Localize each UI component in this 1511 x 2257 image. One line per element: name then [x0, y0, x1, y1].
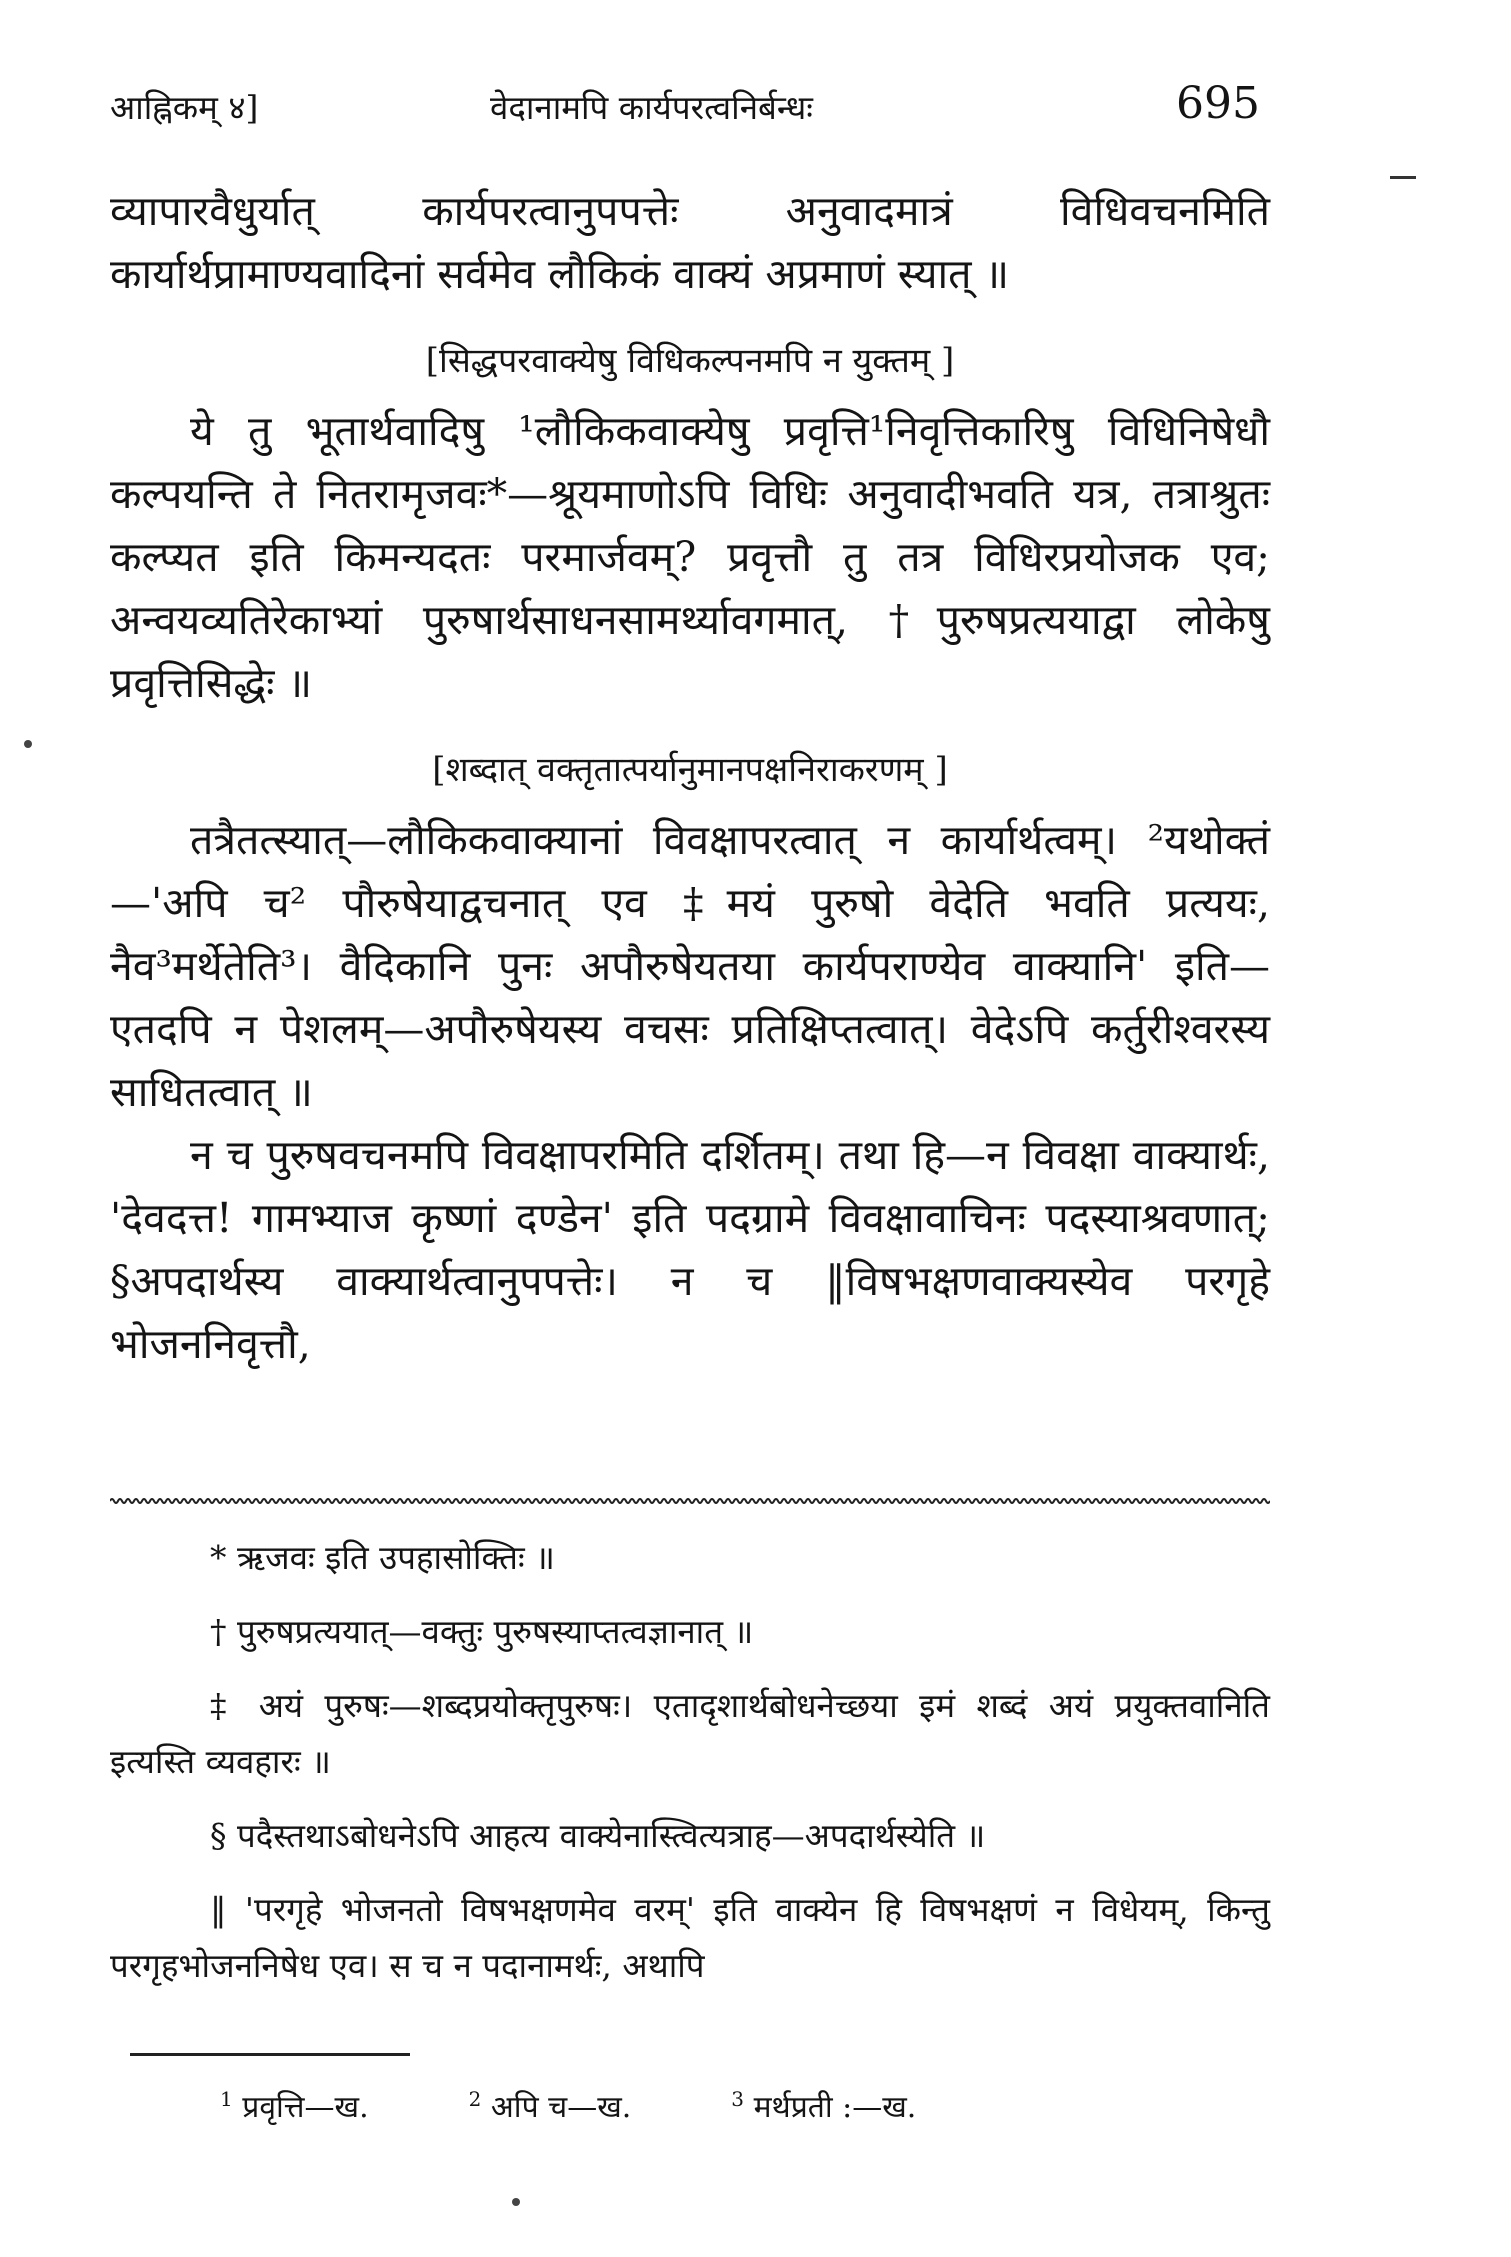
- section-1-paragraph: ये तु भूतार्थवादिषु ¹लौकिकवाक्येषु प्रवृत्ति¹निवृत्तिकारिषु विधिनिषेधौ कल्पयन्ति ते नितरामृजवः*—श्रूयमाणोऽपि विधिः अनुवादीभवति यत्र, तत्राश्रुतः कल्प्यत इति किमन्यदतः परमार्जवम्? प्रवृत्तौ तु तत्र विधिरप्रयोजक एव; अन्वयव्यतिरेकाभ्यां पुरुषार्थसाधनसामर्थ्यावगमात्, †पुरुषप्रत्ययाद्वा लोकेषु प्रवृत्तिसिद्धेः ॥: [110, 407, 1270, 707]
- running-title: वेदानामपि कार्यपरत्वनिर्बन्धः: [490, 88, 813, 127]
- edge-mark: [1390, 176, 1416, 179]
- paragraph-continued: व्यापारवैधुर्यात् कार्यपरत्वानुपपत्तेः अनुवादमात्रं विधिवचनमिति कार्यार्थप्रामाण्यवादिनां सर्वमेव लौकिकं वाक्यं अप्रमाणं स्यात् ॥: [110, 187, 1270, 298]
- main-text: [110, 180, 1270, 1376]
- section-heading-1: [सिद्धपरवाक्येषु विधिकल्पनमपि न युक्तम् ]: [425, 341, 955, 381]
- variant-reading-3: [731, 2085, 916, 2126]
- margin-speck: [24, 740, 32, 748]
- footnote-1: * ऋजवः इति उपहासोक्तिः ॥: [210, 1538, 555, 1577]
- variant-number: 1: [220, 2087, 233, 2111]
- variant-number: 2: [468, 2087, 482, 2111]
- variant-text: मर्थप्रती :—ख.: [753, 2090, 917, 2125]
- footnotes: [110, 1530, 1270, 2012]
- footnote-5: ‖ 'परगृहे भोजनतो विषभक्षणमेव वरम्' इति वाक्येन हि विषभक्षणं न विधेयम्, किन्तु परगृहभोजननिषेध एव। स च न पदानामर्थः, अथापि: [110, 1890, 1270, 1985]
- footnote-4: § पदैस्तथाऽबोधनेऽपि आहत्य वाक्येनास्त्वित्यत्राह—अपदार्थस्येति ॥: [210, 1816, 986, 1855]
- variant-separator: [130, 2053, 410, 2056]
- bottom-speck: [512, 2198, 520, 2206]
- variant-reading-2: [469, 2085, 632, 2126]
- chapter-label: आह्निकम् ४]: [110, 88, 259, 127]
- page-number: 695: [1176, 78, 1260, 129]
- variant-text: प्रवृत्ति—ख.: [242, 2090, 369, 2125]
- running-header: [110, 78, 1260, 138]
- section-2-paragraph-1: तत्रैतत्स्यात्—लौकिकवाक्यानां विवक्षापरत्वात् न कार्यार्थत्वम्। ²यथोक्तं—'अपि च² पौरुषेयाद्वचनात् एव ‡मयं पुरुषो वेदेति भवति प्रत्ययः, नैव³मर्थेतेति³। वैदिकानि पुनः अपौरुषेयतया कार्यपराण्येव वाक्यानि' इति—एतदपि न पेशलम्—अपौरुषेयस्य वचसः प्रतिक्षिप्तत्वात्। वेदेऽपि कर्तुरीश्वरस्य साधितत्वात् ॥: [110, 816, 1270, 1116]
- variant-text: अपि च—ख.: [490, 2090, 632, 2125]
- variant-number: 3: [731, 2087, 745, 2111]
- footnote-2: † पुरुषप्रत्ययात्—वक्तुः पुरुषस्याप्तत्वज्ञानात् ॥: [210, 1612, 754, 1651]
- variant-readings: [220, 2085, 1220, 2126]
- section-heading-2: [शब्दात् वक्तृतात्पर्यानुमानपक्षनिराकरणम् ]: [432, 750, 948, 790]
- footnote-separator: [110, 1496, 1270, 1506]
- section-2-paragraph-2: न च पुरुषवचनमपि विवक्षापरमिति दर्शितम्। तथा हि—न विवक्षा वाक्यार्थः, 'देवदत्त! गामभ्याज कृष्णां दण्डेन' इति पदग्रामे विवक्षावाचिनः पदस्याश्रवणात्; §अपदार्थस्य वाक्यार्थत्वानुपपत्तेः। न च ‖विषभक्षणवाक्यस्येव परगृहे भोजननिवृत्तौ,: [110, 1131, 1270, 1368]
- footnote-3: ‡ अयं पुरुषः—शब्दप्रयोक्तृपुरुषः। एतादृशार्थबोधनेच्छया इमं शब्दं अयं प्रयुक्तवानिति इत्यस्ति व्यवहारः ॥: [110, 1686, 1270, 1781]
- variant-reading-1: [220, 2085, 369, 2126]
